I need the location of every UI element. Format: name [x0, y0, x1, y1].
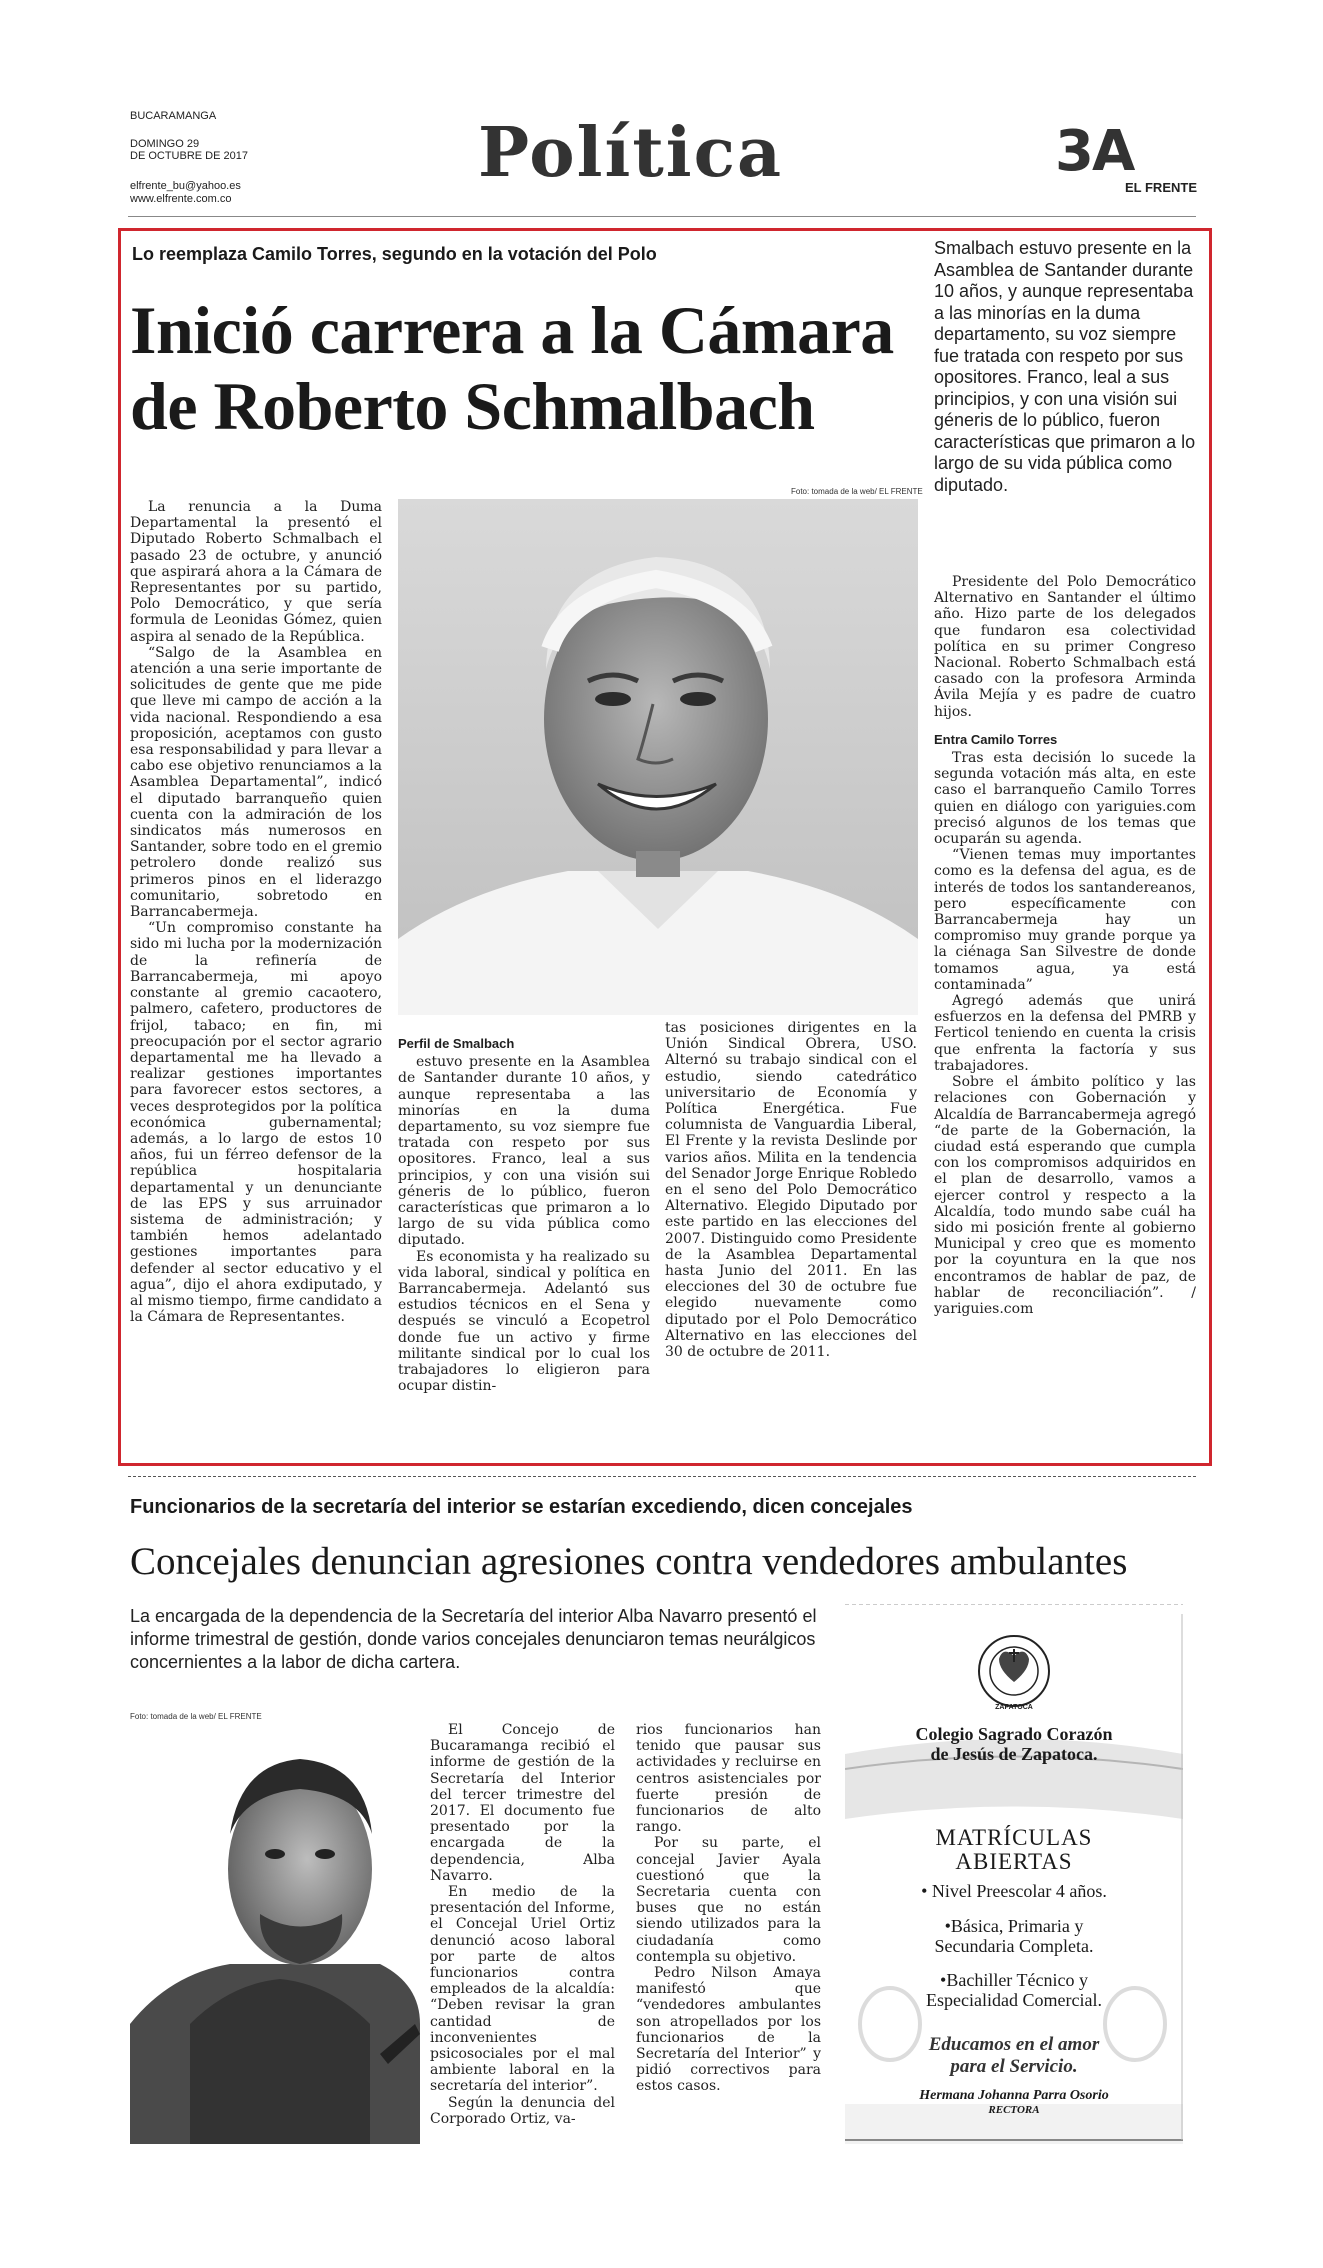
paragraph: “Un compromiso constante ha sido mi lucha por la modernización de la refinería de Barrancabermeja, mi apoyo constante al gremio cacaotero, palmero, cafetero, productores de frijol, tabaco; en fin, mi preocupación por el sector agrario departamental me ha llevado a realizar gestiones importantes para favorecer estos sectores, a veces desprotegidos por la política económica gubernamental; además, a lo largo de estos 10 años, fui un férreo defensor de la república hospitalaria departamental y un denunciante de las EPS y sus arruinador sistema de administración; y también hemos adelantado gestiones importantes para defender al sector educativo y el agua”, dijo el ahora exdiputado, y al mismo tiempo, firme candidato a la Cámara de Representantes.: [130, 920, 382, 1326]
email-link[interactable]: elfrente_bu@yahoo.es: [130, 180, 241, 192]
principal-role: RECTORA: [988, 2104, 1040, 2116]
article-separator: [128, 1476, 1196, 1477]
seal-icon: [977, 1634, 1051, 1708]
article2-column-2: [636, 1722, 821, 2095]
paragraph: El Concejo de Bucaramanga recibió el informe de gestión de la Secretaría del Interior del tercer trimestre del 2017. El documento fue presentado por la encargada de la dependencia, Alba Navarro.: [430, 1722, 615, 1884]
paragraph: La renuncia a la Duma Departamental la presentó el Diputado Roberto Schmalbach el pasado 23 de octubre, y anunció que aspirará ahora a la Cámara de Representantes por su partido, Polo Democrático, y que sería formula de Leonidas Gómez, quien aspira al senado de la República.: [130, 499, 382, 645]
article2-lead: La encargada de la dependencia de la Secretaría del interior Alba Navarro presentó el informe trimestral de gestión, donde varios concejales denunciaron temas neurálgicos concernientes a la labor de dicha cartera.: [130, 1606, 817, 1672]
page-number: 3A: [1055, 119, 1134, 184]
article1-column-3: [665, 1020, 917, 1360]
date-line-1: DOMINGO 29: [130, 138, 200, 150]
paragraph: tas posiciones dirigentes en la Unión Sindical Obrera, USO. Alternó su trabajo sindical con el estudio, siendo catedrático universitario de Economía y Política Energética. Fue columnista de Vanguardia Liberal, El Frente y la revista Deslinde por varios años. Milita en la tendencia del Senador Jorge Enrique Robledo en el seno del Polo Democrático Alternativo. Elegido Diputado por este partido en las elecciones del 2007. Distinguido como Presidente de la Asamblea Departamental hasta Junio del 2011. En las elecciones del 30 de octubre fue elegido nuevamente como diputado por el Polo Democrático Alternativo en las elecciones del 30 de octubre de 2011.: [665, 1020, 917, 1361]
brand-name: EL FRENTE: [1125, 180, 1197, 195]
portrait-illustration: [398, 499, 918, 1015]
paragraph: rios funcionarios han tenido que pausar sus actividades y recluirse en centros asistenciales por fuerte presión de funcionarios de alto rango.: [636, 1722, 821, 1836]
article2-column-1: [430, 1722, 615, 2127]
school-name-line-2: de Jesús de Zapatoca.: [930, 1744, 1098, 1764]
heading-line-1: MATRÍCULAS: [935, 1825, 1093, 1850]
offer-basic-line-1: •Básica, Primaria y: [944, 1916, 1084, 1936]
header-rule: [128, 216, 1196, 217]
headline-line-1: Inició carrera a la Cámara: [130, 292, 894, 368]
councilman-illustration: [130, 1724, 420, 2144]
headline-line-2: de Roberto Schmalbach: [130, 368, 815, 444]
councilman-photo: [130, 1724, 420, 2144]
enrollment-heading: [845, 1826, 1183, 1874]
website-link[interactable]: www.elfrente.com.co: [130, 193, 232, 205]
section-title: Política: [478, 113, 784, 193]
article2-headline: Concejales denuncian agresiones contra vendedores ambulantes: [130, 1540, 1128, 1583]
offer-bachelor: [845, 1970, 1183, 2010]
paragraph: En medio de la presentación del Informe, el Concejal Uriel Ortiz denunció acoso laboral por parte de altos funcionarios contra empleados de la alcaldía: “Deben revisar la gran cantidad de inconvenientes psicosociales por el mal ambiente laboral en la secretaría del interior”.: [430, 1884, 615, 2095]
motto-line-2: para el Servicio.: [950, 2056, 1078, 2077]
article2-kicker: Funcionarios de la secretaría del interior se estarían excediendo, dicen concejales: [130, 1496, 913, 1518]
paragraph: “Vienen temas muy importantes como es la defensa del agua, es de interés de todos los santandereanos, pero específicamente con Barrancabermeja hay un compromiso muy grande porque ya la ciénaga San Silvestre de donde tomamos agua, ya está contaminada”: [934, 847, 1196, 993]
paragraph: Presidente del Polo Democrático Alternativo en Santander el último año. Hizo parte de los delegados que fundaron esa colectividad política en su primer Congreso Nacional. Roberto Schmalbach está casado con la profesora Arminda Ávila Mejía y es padre de cuatro hijos.: [934, 574, 1196, 720]
right-lead-text: Smalbach estuvo presente en la Asamblea de Santander durante 10 años, y aunque representaba a las minorías en la duma departamento, su voz siempre fue tratada con respeto por sus opositores. Franco, leal a sus principios, y con una visión sui géneris de lo público, fueron características que primaron a lo largo de su vida pública como diputado.: [934, 238, 1196, 495]
paragraph: Tras esta decisión lo sucede la segunda votación más alta, en este caso el barranqueño Camilo Torres quien en diálogo con yariguies.com precisó algunos de los temas que ocuparán su agenda.: [934, 750, 1196, 848]
subheading-camilo: Entra Camilo Torres: [934, 731, 1058, 747]
article1-column-1: [130, 499, 382, 1325]
motto-line-1: Educamos en el amor: [928, 2034, 1100, 2055]
article1-right-lead: [934, 238, 1196, 496]
article2-photo-credit: Foto: tomada de la web/ EL FRENTE: [130, 1712, 262, 1721]
school-advertisement[interactable]: [845, 1604, 1183, 2144]
school-name-line-1: Colegio Sagrado Corazón: [915, 1724, 1113, 1744]
paragraph: “Salgo de la Asamblea en atención a una serie importante de solicitudes de gente que me pide que lleve mi campo de acción a la vida nacional. Respondiendo a esa proposición, aceptamos con gusto esa responsabilidad y para llevar a cabo ese objetivo renunciamos a la Asamblea Departamental”, indicó el diputado barranqueño quien cuenta con la admiración de los sindicatos más numerosos en Santander, sobre todo en el gremio petrolero donde realizó sus primeros pinos en el liderazgo comunitario, sobretodo en Barrancabermeja.: [130, 644, 382, 921]
offer-basic-line-2: Secundaria Completa.: [934, 1936, 1094, 1956]
offer-preschool: • Nivel Preescolar 4 años.: [921, 1881, 1107, 1901]
paragraph: estuvo presente en la Asamblea de Santander durante 10 años, y aunque representaba a las minorías en la duma departamento, su voz siempre fue tratada con respeto por sus opositores. Franco, leal a sus principios, y con una visión sui géneris de lo público, fueron características que primaron a lo largo de su vida pública como diputado.: [398, 1054, 650, 1249]
paragraph: Sobre el ámbito político y las relaciones con Gobernación y Alcaldía de Barrancabermeja agregó “de parte de la Gobernación, la ciudad está esperando que cumpla con los compromisos adquiridos en el plan de desarrollo, vamos a ejercer control y respecto a la Alcaldía, todo mundo sabe cuál ha sido mi posición frente al gobierno Municipal y creo que es momento por la coyuntura en la que nos encontramos de hablar de paz, de hablar de reconciliación”. / yariguies.com: [934, 1074, 1196, 1317]
school-seal: [977, 1634, 1051, 1711]
city-label: BUCARAMANGA: [130, 110, 217, 122]
photo-credit: Foto: tomada de la web/ EL FRENTE: [791, 487, 923, 496]
paragraph: Por su parte, el concejal Javier Ayala cuestionó que la Secretaria cuenta con buses que no están siendo utilizados para la ciudadanía como contempla su objetivo.: [636, 1835, 821, 1965]
seal-label: ZAPATOCA: [995, 1704, 1033, 1711]
schmalbach-photo: [398, 499, 918, 1015]
article1-column-2: [398, 1030, 650, 1394]
offer-bachelor-line-2: Especialidad Comercial.: [926, 1990, 1102, 2010]
principal-signature: Hermana Johanna Parra Osorio: [919, 2088, 1109, 2103]
date-line-2: DE OCTUBRE DE 2017: [130, 150, 248, 162]
paragraph: Según la denuncia del Corporado Ortiz, va-: [430, 2094, 615, 2127]
offer-basic: [845, 1916, 1183, 1956]
paragraph: Pedro Nilson Amaya manifestó que “vendedores ambulantes son atropellados por los funcionarios de la Secretaría del Interior” y pidió correctivos para estos casos.: [636, 1965, 821, 2095]
heading-line-2: ABIERTAS: [955, 1849, 1073, 1874]
offer-bachelor-line-1: •Bachiller Técnico y: [940, 1970, 1088, 1990]
article1-kicker: Lo reemplaza Camilo Torres, segundo en la votación del Polo: [132, 244, 657, 264]
school-motto: [845, 2034, 1183, 2078]
school-name: [845, 1724, 1183, 1764]
paragraph: Agregó además que unirá esfuerzos en la defensa del PMRB y Ferticol teniendo en cuenta la crisis que enfrenta la factoría y sus trabajadores.: [934, 993, 1196, 1074]
article1-column-4: [934, 574, 1196, 1317]
article1-headline: [130, 292, 930, 444]
subheading-profile: Perfil de Smalbach: [398, 1036, 515, 1051]
paragraph: Es economista y ha realizado su vida laboral, sindical y política en Barrancabermeja. Adelantó sus estudios técnicos en el Sena y después se vinculó a Ecopetrol donde fue un activo y firme militante sindical por lo cual los trabajadores lo eligieron para ocupar distin-: [398, 1248, 650, 1395]
